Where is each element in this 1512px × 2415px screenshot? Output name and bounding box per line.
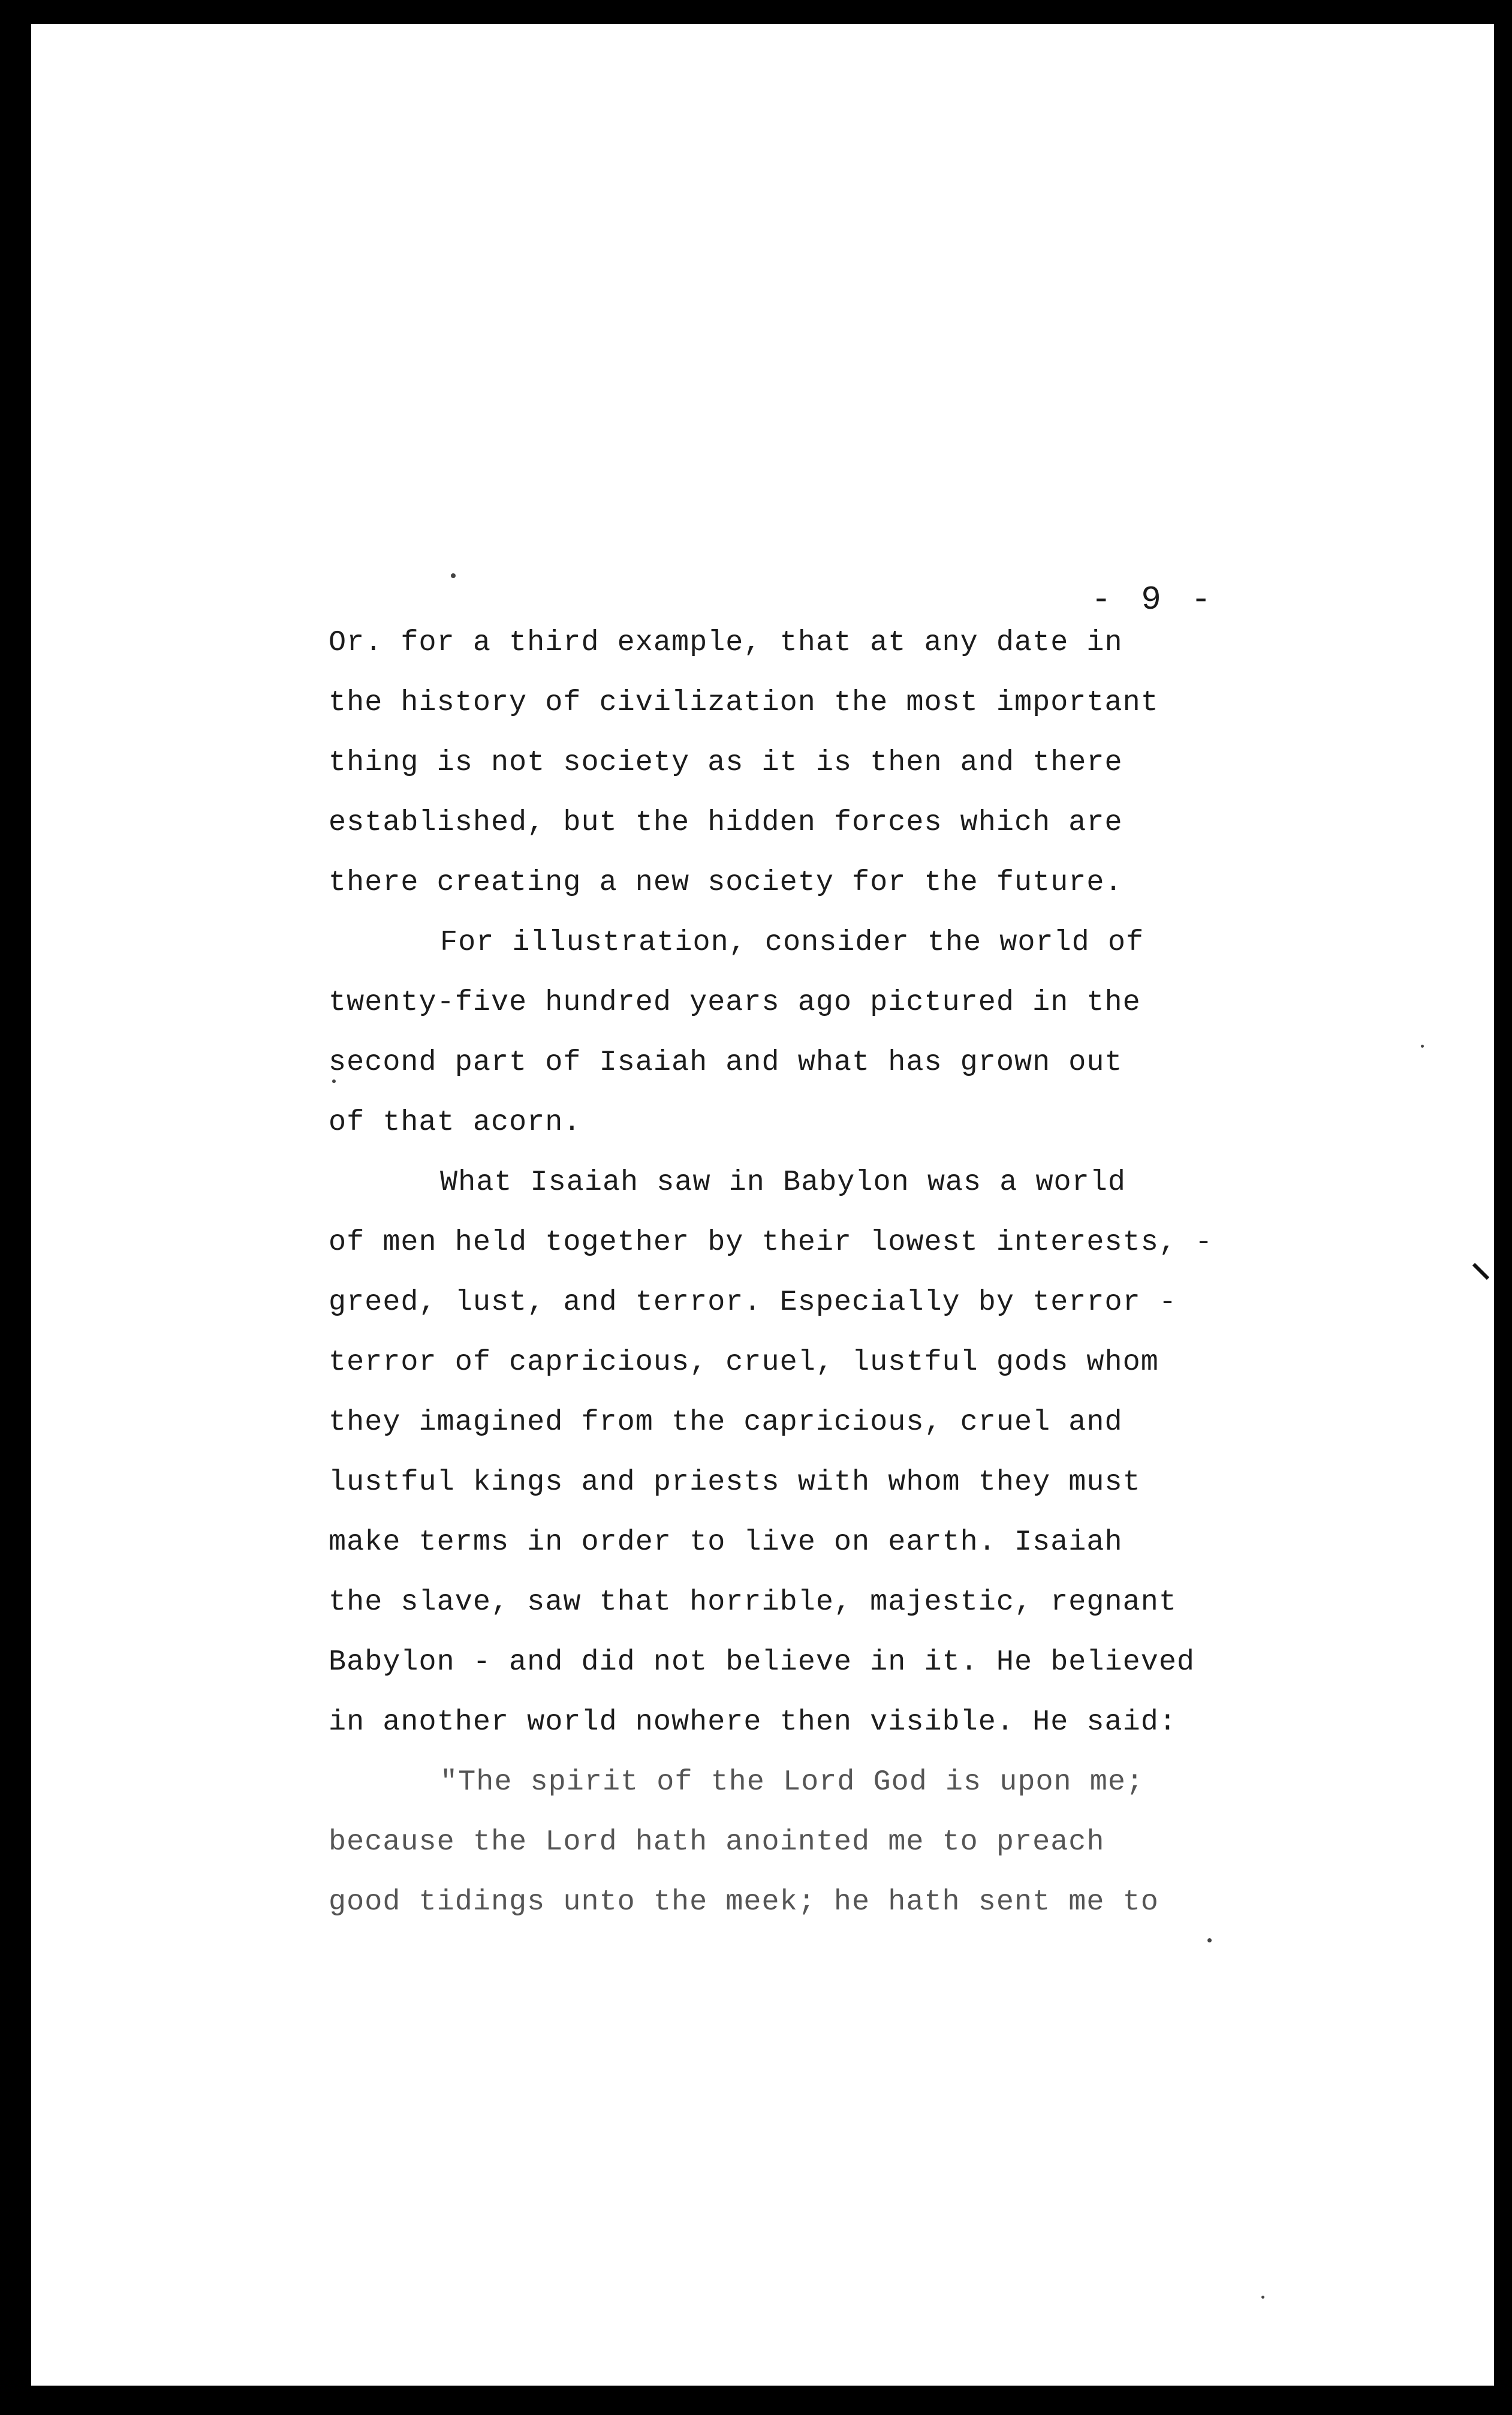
dust-speck [332, 1079, 336, 1083]
dust-speck [1207, 1938, 1212, 1942]
text-line: established, but the hidden forces which are [329, 806, 1123, 839]
text-line: second part of Isaiah and what has grown out [329, 1046, 1123, 1079]
text-line: Or. for a third example, that at any date in [329, 626, 1123, 659]
page-number: - 9 - [1091, 581, 1216, 619]
text-line: make terms in order to live on earth. Isaiah [329, 1526, 1123, 1559]
text-line: of men held together by their lowest interests, - [329, 1226, 1213, 1259]
text-line: there creating a new society for the future. [329, 866, 1123, 899]
paragraph-start-line: What Isaiah saw in Babylon was a world [440, 1166, 1126, 1199]
dust-speck [1421, 1045, 1424, 1048]
text-line: twenty-five hundred years ago pictured in the [329, 986, 1141, 1019]
text-line: the history of civilization the most important [329, 686, 1159, 719]
paragraph-start-line: "The spirit of the Lord God is upon me; [440, 1766, 1144, 1799]
text-line: lustful kings and priests with whom they must [329, 1466, 1141, 1499]
dust-speck [451, 573, 456, 578]
text-line: good tidings unto the meek; he hath sent me to [329, 1885, 1159, 1918]
paragraph-start-line: For illustration, consider the world of [440, 926, 1144, 959]
text-line: of that acorn. [329, 1106, 582, 1139]
text-line: because the Lord hath anointed me to preach [329, 1825, 1105, 1858]
dust-speck [1261, 2296, 1264, 2299]
text-line: Babylon - and did not believe in it. He believed [329, 1646, 1195, 1679]
text-line: they imagined from the capricious, cruel and [329, 1406, 1123, 1439]
text-line: thing is not society as it is then and there [329, 746, 1123, 779]
text-line: terror of capricious, cruel, lustful gods whom [329, 1346, 1159, 1379]
text-line: greed, lust, and terror. Especially by terror - [329, 1286, 1177, 1319]
text-line: the slave, saw that horrible, majestic, regnant [329, 1586, 1177, 1619]
text-line: in another world nowhere then visible. He said: [329, 1706, 1177, 1739]
body-text [329, 613, 1252, 1932]
